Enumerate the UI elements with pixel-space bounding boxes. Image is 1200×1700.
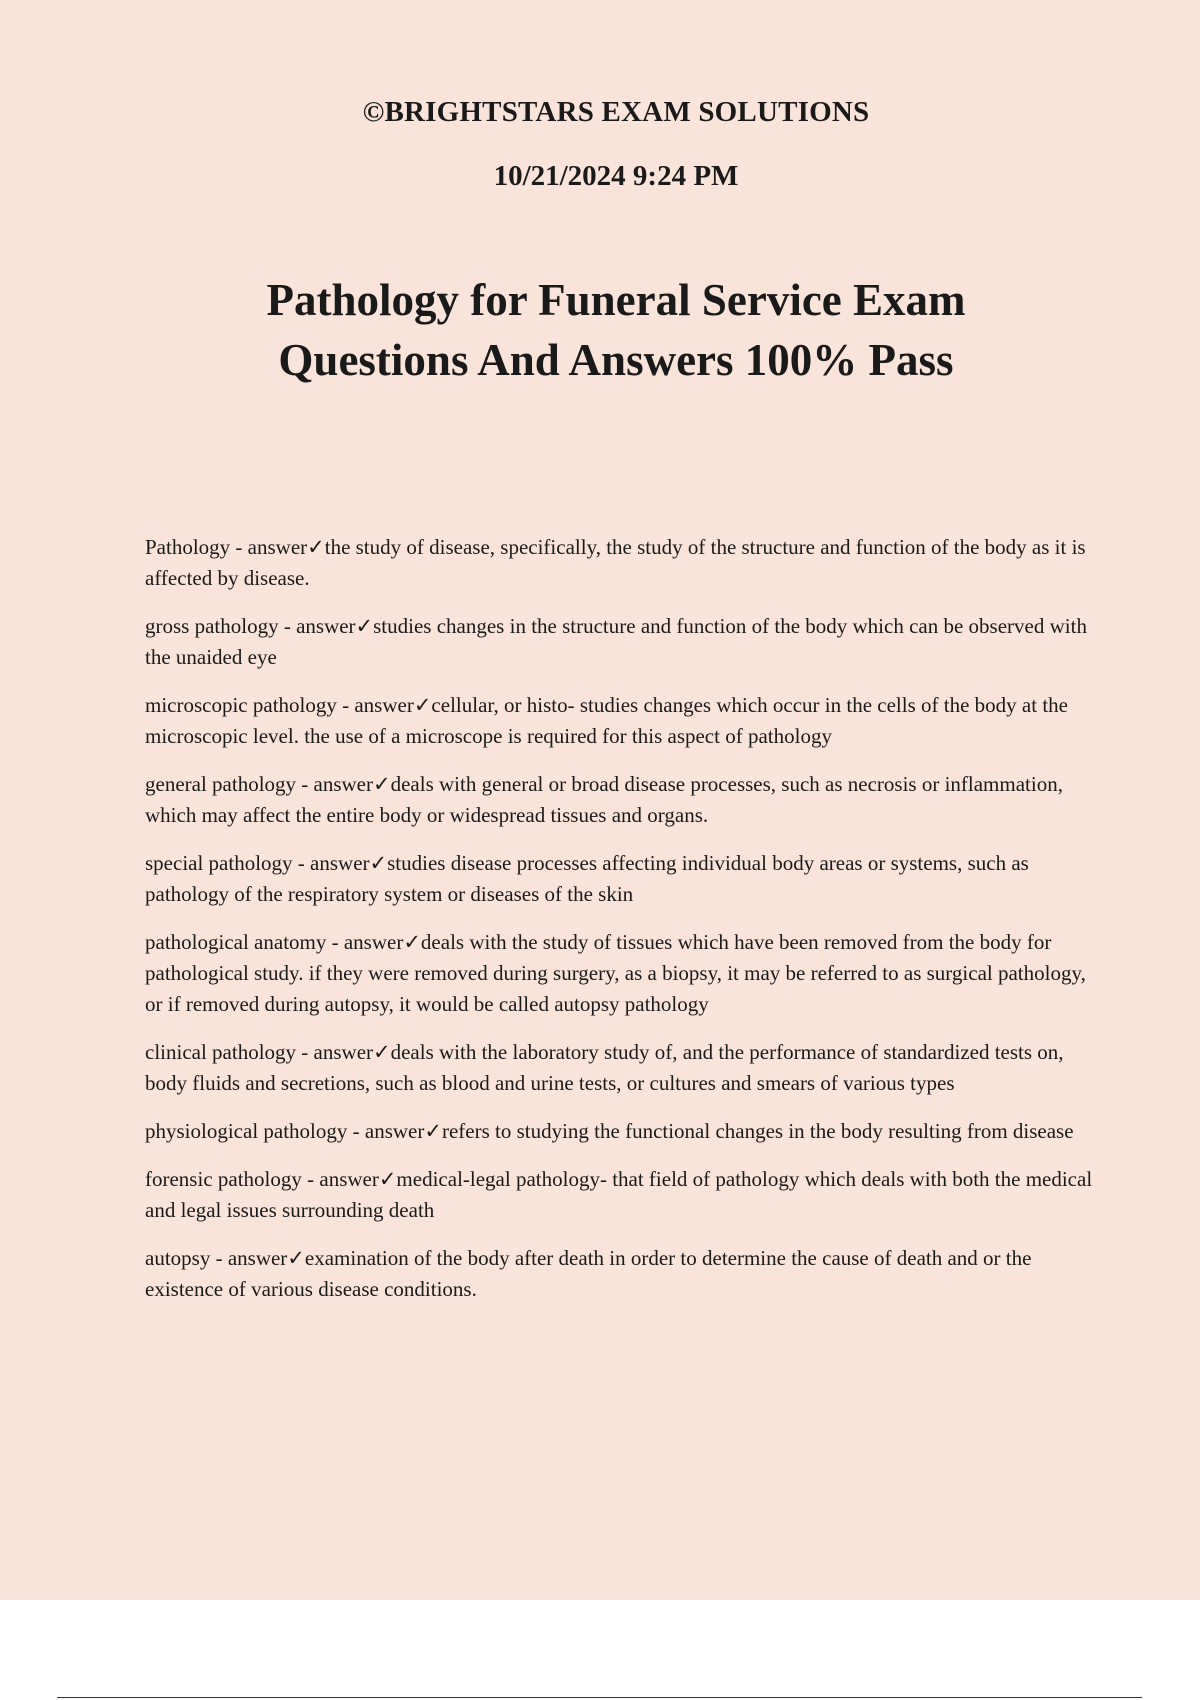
qa-entry: pathological anatomy - answer✓deals with the study of tissues which have been removed from the body for pathological study. if they were removed during surgery, as a biopsy, it may be referred to as surgical pathology, or if removed during autopsy, it would be called autopsy pathology xyxy=(145,930,1086,1016)
qa-entry-list xyxy=(145,532,1095,1322)
footer-divider xyxy=(57,1697,1142,1698)
header-datetime: 10/21/2024 9:24 PM xyxy=(493,160,739,192)
qa-entry: forensic pathology - answer✓medical-legal pathology- that field of pathology which deals with both the medical and legal issues surrounding death xyxy=(145,1167,1093,1222)
qa-entry: Pathology - answer✓the study of disease, specifically, the study of the structure and function of the body as it is affected by disease. xyxy=(145,535,1086,590)
title-line-1: Pathology for Funeral Service Exam xyxy=(266,275,966,325)
qa-entry: clinical pathology - answer✓deals with the laboratory study of, and the performance of standardized tests on, body fluids and secretions, such as blood and urine tests, or cultures and smears of various types xyxy=(145,1040,1064,1095)
qa-entry: special pathology - answer✓studies disease processes affecting individual body areas or systems, such as pathology of the respiratory system or diseases of the skin xyxy=(145,851,1029,906)
document-title xyxy=(0,270,1200,390)
qa-entry: microscopic pathology - answer✓cellular, or histo- studies changes which occur in the cells of the body at the microscopic level. the use of a microscope is required for this aspect of pathology xyxy=(145,693,1068,748)
qa-entry: gross pathology - answer✓studies changes in the structure and function of the body which can be observed with the unaided eye xyxy=(145,614,1087,669)
qa-entry: autopsy - answer✓examination of the body after death in order to determine the cause of death and or the existence of various disease conditions. xyxy=(145,1246,1032,1301)
qa-entry: physiological pathology - answer✓refers to studying the functional changes in the body resulting from disease xyxy=(145,1119,1074,1143)
title-line-2: Questions And Answers 100% Pass xyxy=(278,335,954,385)
header-organization: ©BRIGHTSTARS EXAM SOLUTIONS xyxy=(362,96,870,128)
qa-entry: general pathology - answer✓deals with general or broad disease processes, such as necrosis or inflammation, which may affect the entire body or widespread tissues and organs. xyxy=(145,772,1063,827)
